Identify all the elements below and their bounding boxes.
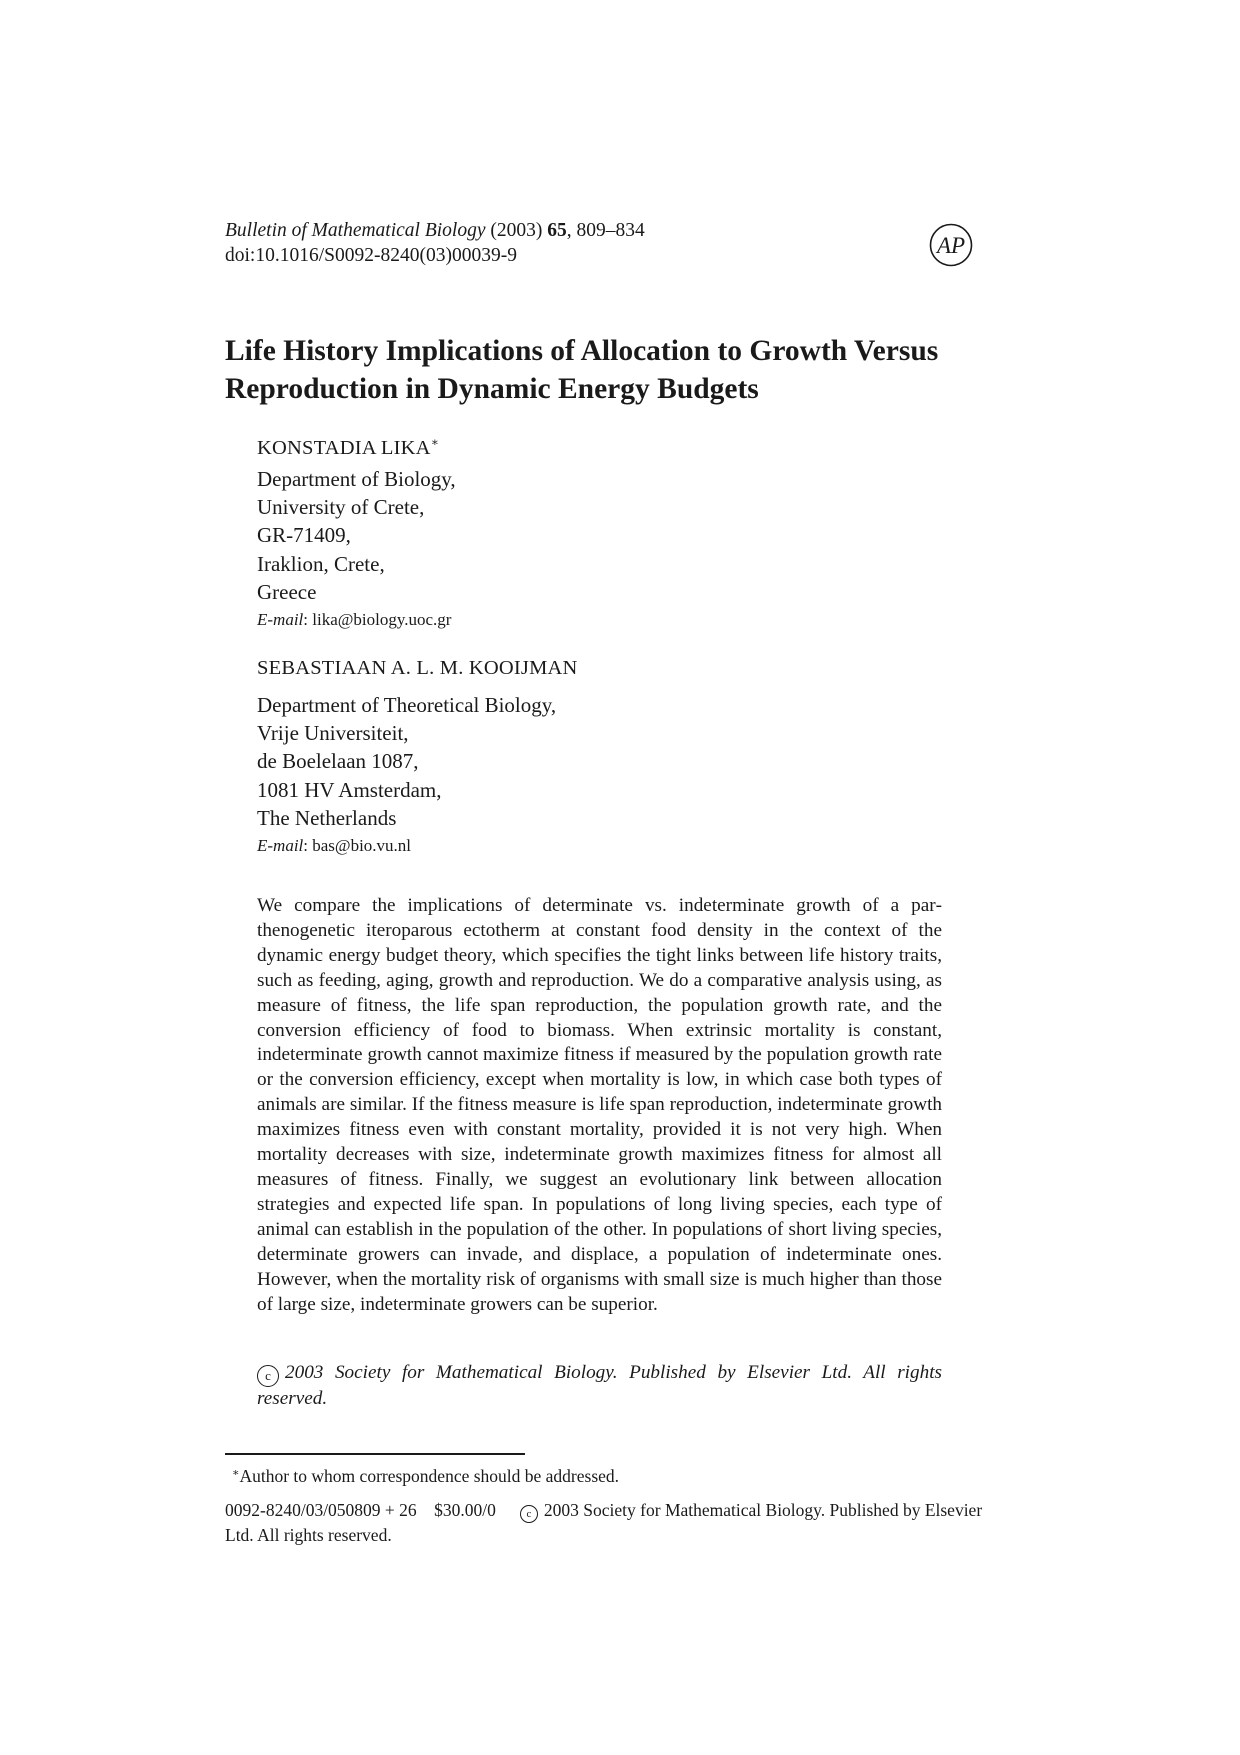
paper-title <box>225 332 985 408</box>
author-name <box>257 656 578 680</box>
logo-text: AP <box>936 233 966 258</box>
author-email <box>257 608 456 632</box>
copyright-text: 2003 Society for Mathematical Biology. Published by Elsevier Ltd. All rights reserved. <box>257 1362 942 1409</box>
title-line-2: Reproduction in Dynamic Energy Budgets <box>225 373 759 405</box>
affiliation-line: GR-71409, <box>257 523 351 548</box>
email-address: : bas@bio.vu.nl <box>303 836 412 856</box>
issn-copyright-text: 2003 Society for Mathematical Biology. Published by Elsevier Ltd. All rights reserved. <box>225 1500 983 1545</box>
journal-year: (2003) <box>490 220 543 241</box>
publisher-logo-icon <box>929 223 973 267</box>
affiliation-line: Greece <box>257 579 317 604</box>
author-affiliation <box>257 465 456 632</box>
abstract: We compare the implications of determinate vs. indeterminate growth of a parthenogenetic iteroparous ectotherm at constant food density in the context of the dynamic energy budget theory, which specifies the tight links between life history traits, such as feeding, aging, growth and reproduction. We do a comparative analysis using, as measure of fitness, the life span reproduction, the population growth rate, and the conversion efficiency of food to biomass. When extrinsic mortality is constant, indeterminate growth cannot maximize fitness if measured by the population growth rate or the conversion efficiency, except when mortality is low, in which case both types of animals are similar. If the fitness measure is life span reproduction, indeterminate growth maximizes fitness even with constant mortality, provided it is not very high. When mortality decreases with size, indeterminate growth maximizes fitness for almost all measures of fitness. Finally, we suggest an evolutionary link between allocation strategies and expected life span. In populations of long living species, each type of animal can establish in the population of the other. In populations of short living species, determinate growers can invade, and displace, a population of indeterminate ones. However, when the mortality risk of organisms with small size is much higher than those of large size, indeterminate growers can be superior. <box>257 895 942 1315</box>
doi: doi:10.1016/S0092-8240(03)00039-9 <box>225 245 517 266</box>
affiliation-line: Department of Theoretical Biology, <box>257 693 557 717</box>
affiliation-line: 1081 HV Amsterdam, <box>257 777 442 802</box>
issn-copyright-line <box>225 1498 985 1547</box>
copyright-icon: c <box>520 1505 538 1523</box>
author-name-text: KONSTADIA LIKA <box>257 436 431 459</box>
affiliation-line: Department of Biology, <box>257 467 456 491</box>
footnote <box>232 1462 619 1487</box>
abstract-copyright <box>257 1361 942 1412</box>
corresponding-mark: ∗ <box>430 435 440 449</box>
email-label: E-mail <box>257 610 304 630</box>
author-name-text: SEBASTIAAN A. L. M. KOOIJMAN <box>257 657 578 679</box>
journal-volume: 65 <box>547 220 567 241</box>
footnote-divider <box>225 1453 525 1455</box>
footnote-mark: ∗ <box>232 1467 240 1479</box>
affiliation-line: The Netherlands <box>257 805 397 830</box>
issn-code: 0092-8240/03/050809 + 26 $30.00/0 <box>225 1500 496 1520</box>
affiliation-line: Iraklion, Crete, <box>257 551 385 576</box>
author-name <box>257 430 439 460</box>
affiliation-line: University of Crete, <box>257 495 425 520</box>
affiliation-line: Vrije Universiteit, <box>257 721 409 746</box>
email-label: E-mail <box>257 836 304 856</box>
author-email <box>257 834 556 858</box>
footnote-text: Author to whom correspondence should be addressed. <box>239 1466 620 1486</box>
author-affiliation <box>257 691 556 858</box>
journal-name: Bulletin of Mathematical Biology <box>225 220 486 241</box>
citation-line <box>225 218 645 243</box>
journal-pages: , 809–834 <box>566 220 645 241</box>
email-address: : lika@biology.uoc.gr <box>303 610 452 630</box>
title-line-1: Life History Implications of Allocation to Growth Versus <box>225 335 939 367</box>
copyright-icon: c <box>257 1365 279 1387</box>
journal-header <box>225 218 645 268</box>
affiliation-line: de Boelelaan 1087, <box>257 749 419 774</box>
